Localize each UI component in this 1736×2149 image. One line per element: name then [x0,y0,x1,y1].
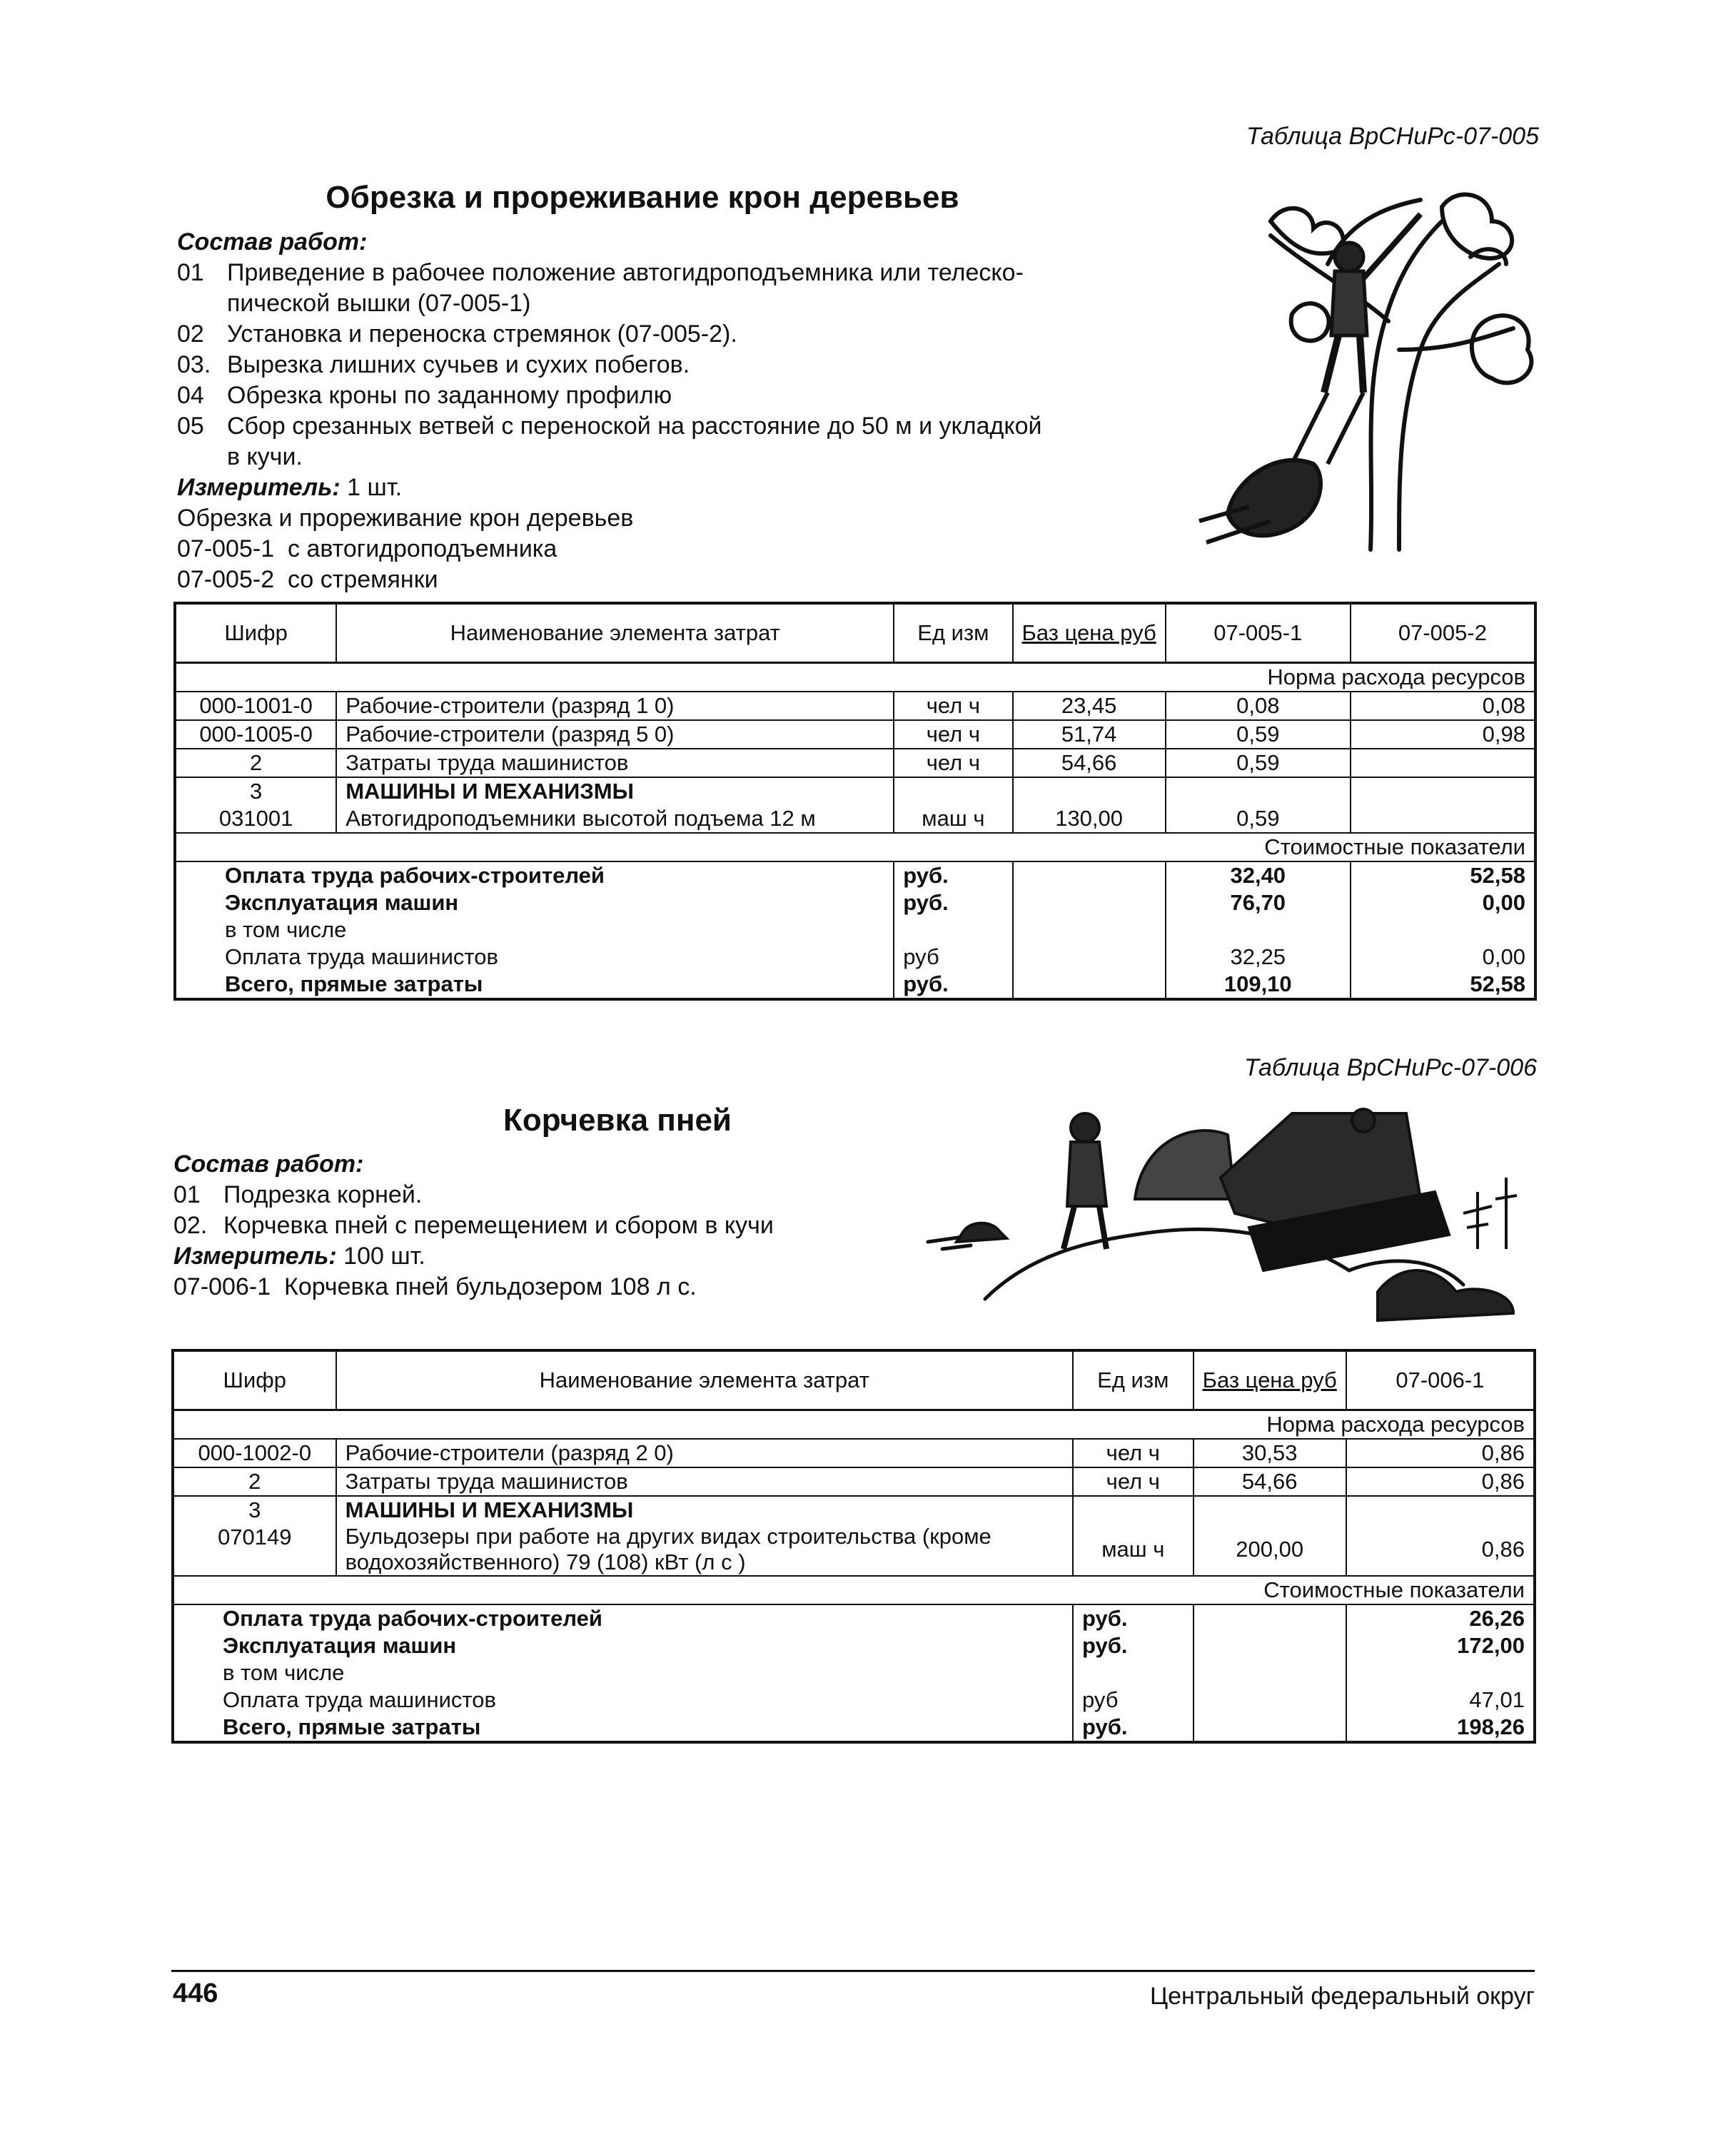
table-header-row [173,1350,1535,1410]
section-title-1: Обрезка и прореживание крон деревьев [326,180,959,215]
section-row-cost [173,1576,1535,1604]
table-row: 000-1001-0 Рабочие-строители (разряд 1 0) чел ч 23,45 0,08 0,08 [175,692,1535,720]
table-header-row [175,603,1535,663]
cost-row: Оплата труда рабочих-строителей руб. 32,40 52,58 [175,861,1535,889]
header-code: Шифр [175,603,336,663]
cost-table-1 [173,602,1537,1001]
page-number: 446 [173,1978,218,2008]
work-item: 03. Вырезка лишних сучьев и сухих побегов. [177,351,690,378]
description-line: Обрезка и прореживание крон деревьев [177,505,634,532]
footer-rule [171,1970,1535,1972]
section-cost-label: Стоимостные показатели [1166,833,1535,861]
table-row: 2 Затраты труда машинистов чел ч 54,66 0,86 [173,1467,1535,1496]
header-price: Баз цена руб [1194,1350,1346,1410]
header-code: Шифр [173,1350,336,1410]
header-price: Баз цена руб [1013,603,1166,663]
table-row: 000-1005-0 Рабочие-строители (разряд 5 0) чел ч 51,74 0,59 0,98 [175,720,1535,749]
table-row: 031001 Автогидроподъемники высотой подъема 12 м маш ч 130,00 0,59 [175,805,1535,833]
header-col1: 07-005-1 [1166,603,1351,663]
header-unit: Ед изм [1073,1350,1194,1410]
variant-line: 07-006-1 Корчевка пней бульдозером 108 л с. [173,1273,697,1300]
cost-row-total: Всего, прямые затраты руб. 198,26 [173,1714,1535,1742]
work-item-cont: пической вышки (07-005-1) [227,290,531,317]
header-name: Наименование элемента затрат [336,603,894,663]
meter-line: Измеритель: 1 шт. [177,474,403,501]
table-row: 2 Затраты труда машинистов чел ч 54,66 0,59 [175,749,1535,777]
cost-row: Оплата труда машинистов руб 47,01 [173,1687,1535,1714]
section-cost-label: Стоимостные показатели [1194,1576,1535,1604]
work-item: 04 Обрезка кроны по заданному профилю [177,382,672,409]
section-row-cost [175,833,1535,861]
bulldozer-illustration [921,1092,1549,1328]
section-row-norm [173,1410,1535,1440]
section-norm-label: Норма расхода ресурсов [1194,1410,1535,1440]
table-row: 3 МАШИНЫ И МЕХАНИЗМЫ [173,1496,1535,1524]
table-row: 000-1002-0 Рабочие-строители (разряд 2 0) чел ч 30,53 0,86 [173,1439,1535,1467]
table-row: 3 МАШИНЫ И МЕХАНИЗМЫ [175,777,1535,805]
tree-pruning-illustration [1185,178,1542,557]
composition-label: Состав работ: [177,228,368,256]
composition-block-1 [177,227,1176,595]
header-col1: 07-006-1 [1346,1350,1535,1410]
variant-line: 07-005-1 с автогидроподъемника [177,535,557,562]
section-title-2: Корчевка пней [503,1103,732,1138]
cost-row: Эксплуатация машин руб. 172,00 [173,1632,1535,1659]
work-item: 02 Установка и переноска стремянок (07-005-2). [177,320,737,348]
meter-line: Измеритель: 100 шт. [173,1243,425,1270]
work-item-cont: в кучи. [227,443,303,470]
variant-line: 07-005-2 со стремянки [177,566,438,593]
composition-block-2 [173,1149,959,1303]
header-name: Наименование элемента затрат [336,1350,1073,1410]
section-norm-label: Норма расхода ресурсов [1166,663,1535,692]
header-unit: Ед изм [894,603,1012,663]
work-item: 01 Приведение в рабочее положение автогидроподъемника или телеско- [177,259,1024,286]
section-row-norm [175,663,1535,692]
cost-row: Оплата труда машинистов руб 32,25 0,00 [175,944,1535,971]
cost-row: в том числе [175,916,1535,944]
cost-row: Оплата труда рабочих-строителей руб. 26,26 [173,1604,1535,1632]
cost-row: Эксплуатация машин руб. 76,70 0,00 [175,889,1535,916]
cost-table-2 [171,1349,1536,1744]
work-item: 01 Подрезка корней. [173,1181,423,1208]
work-item: 02. Корчевка пней с перемещением и сбором в кучи [173,1212,774,1239]
composition-label: Состав работ: [173,1151,364,1178]
table-reference-2: Таблица ВрСНиРс-07-006 [1243,1054,1537,1081]
footer-region: Центральный федеральный округ [1149,1983,1535,2010]
work-item: 05 Сбор срезанных ветвей с переноской на расстояние до 50 м и укладкой [177,413,1042,440]
header-col2: 07-005-2 [1351,603,1535,663]
cost-row-total: Всего, прямые затраты руб. 109,10 52,58 [175,971,1535,999]
cost-row: в том числе [173,1659,1535,1687]
table-reference-1: Таблица ВрСНиРс-07-005 [1246,123,1539,150]
table-row: 070149 Бульдозеры при работе на других видах строительства (кроме водохозяйственного) 79 (108) кВт (л с ) маш ч 200,00 0,86 [173,1524,1535,1576]
